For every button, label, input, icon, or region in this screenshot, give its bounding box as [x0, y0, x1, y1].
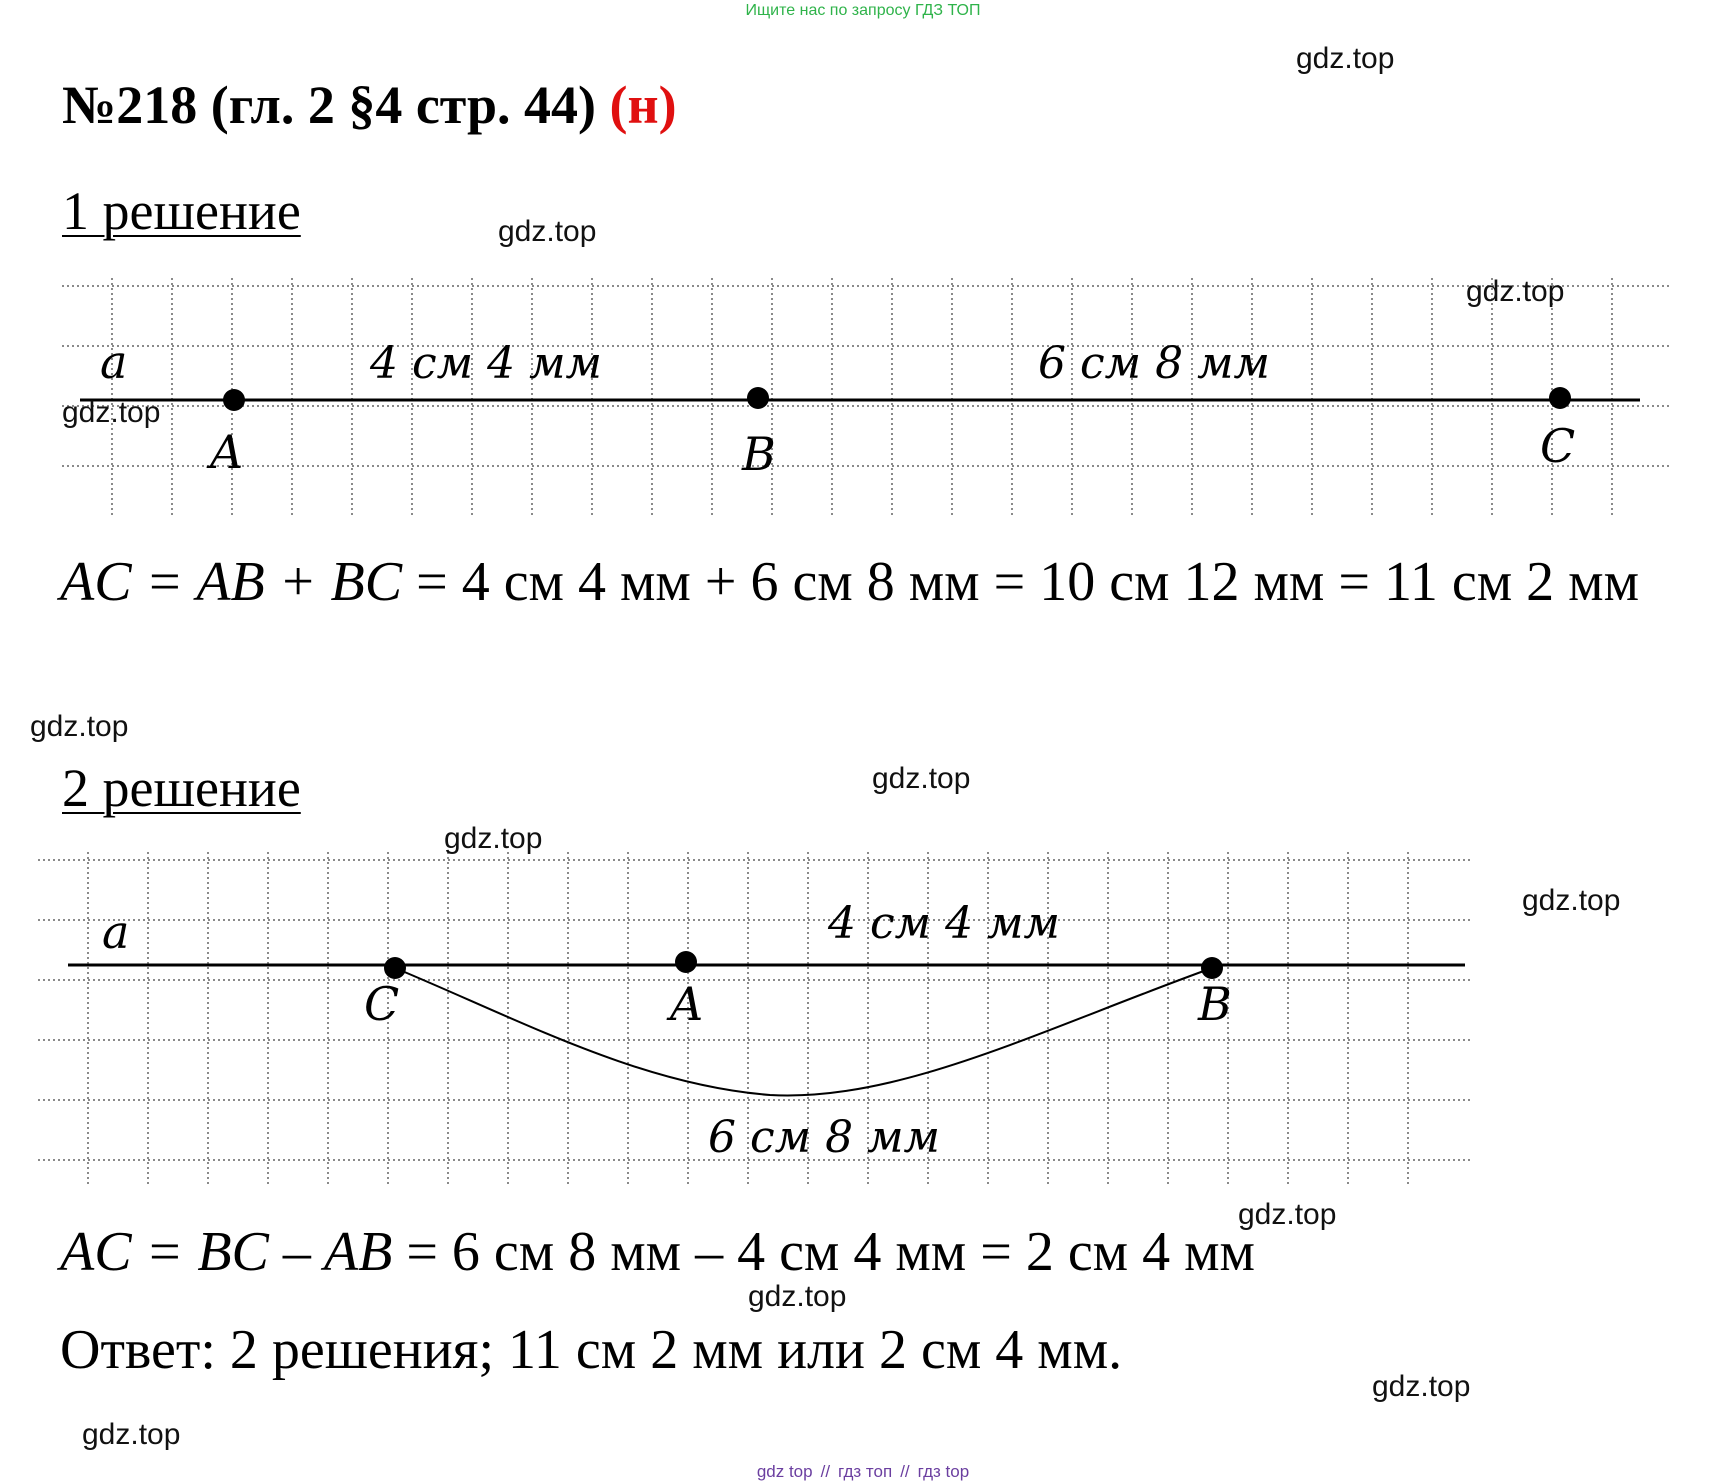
equation-1: [60, 550, 1639, 614]
answer: Ответ: 2 решения; 11 см 2 мм или 2 см 4 мм.: [60, 1319, 1123, 1381]
watermark: gdz.top: [1238, 1198, 1337, 1231]
watermark: gdz.top: [1522, 884, 1621, 917]
arc-bc-2: [395, 968, 1212, 1095]
footer-links: [0, 1462, 1726, 1482]
footer-link-gdz-top-mixed[interactable]: гдз top: [917, 1462, 970, 1481]
segment-bc-label-1: 6 см 8 мм: [1038, 338, 1271, 389]
watermark: gdz.top: [30, 710, 129, 743]
point-c-label-2: C: [364, 977, 400, 1031]
watermark: gdz.top: [498, 215, 597, 248]
segment-bc-label-2: 6 см 8 мм: [708, 1112, 941, 1163]
equation-1-vars: AC = AB + BC: [60, 551, 403, 613]
watermark: gdz.top: [1372, 1370, 1471, 1403]
difficulty-tag: (н): [609, 75, 677, 135]
figure-2: [0, 840, 1726, 1200]
point-b-label-1: B: [742, 427, 776, 481]
page-title: [62, 74, 677, 136]
equation-2: [60, 1220, 1255, 1284]
promo-banner[interactable]: Ищите нас по запросу ГДЗ ТОП: [745, 2, 981, 19]
point-c-label-1: C: [1540, 419, 1576, 473]
footer-link-gdz-top[interactable]: gdz top: [756, 1462, 813, 1481]
point-c-2: [384, 957, 406, 979]
grid-1: [62, 278, 1672, 515]
line-label-2: a: [102, 905, 130, 959]
point-a-1: [223, 389, 245, 411]
watermark: gdz.top: [82, 1418, 181, 1451]
watermark: gdz.top: [748, 1280, 847, 1313]
footer-separator: //: [820, 1462, 831, 1481]
point-b-2: [1201, 957, 1223, 979]
segment-ab-label-1: 4 см 4 мм: [370, 338, 603, 389]
point-a-label-2: A: [670, 977, 704, 1031]
equation-2-values: = 6 см 8 мм – 4 см 4 мм = 2 см 4 мм: [392, 1221, 1255, 1283]
segment-ab-label-2: 4 см 4 мм: [828, 898, 1061, 949]
equation-1-values: = 4 см 4 мм + 6 см 8 мм = 10 см 12 мм = 11 см 2 мм: [402, 551, 1640, 613]
point-b-label-2: B: [1198, 977, 1232, 1031]
point-a-label-1: A: [210, 425, 244, 479]
footer-link-gdz-top-ru[interactable]: гдз топ: [838, 1462, 893, 1481]
watermark: gdz.top: [1296, 42, 1395, 75]
point-b-1: [747, 387, 769, 409]
watermark: gdz.top: [444, 822, 543, 855]
watermark: gdz.top: [1466, 275, 1565, 308]
watermark: gdz.top: [872, 762, 971, 795]
equation-2-vars: AC = BC – AB: [60, 1221, 393, 1283]
line-label-1: a: [100, 335, 128, 389]
solution-2-heading: 2 решение: [62, 758, 301, 818]
watermark: gdz.top: [62, 396, 161, 429]
solution-1-heading: 1 решение: [62, 181, 301, 241]
point-a-2: [675, 951, 697, 973]
problem-title: №218 (гл. 2 §4 стр. 44): [62, 75, 596, 135]
footer-separator: //: [900, 1462, 910, 1481]
point-c-1: [1549, 387, 1571, 409]
